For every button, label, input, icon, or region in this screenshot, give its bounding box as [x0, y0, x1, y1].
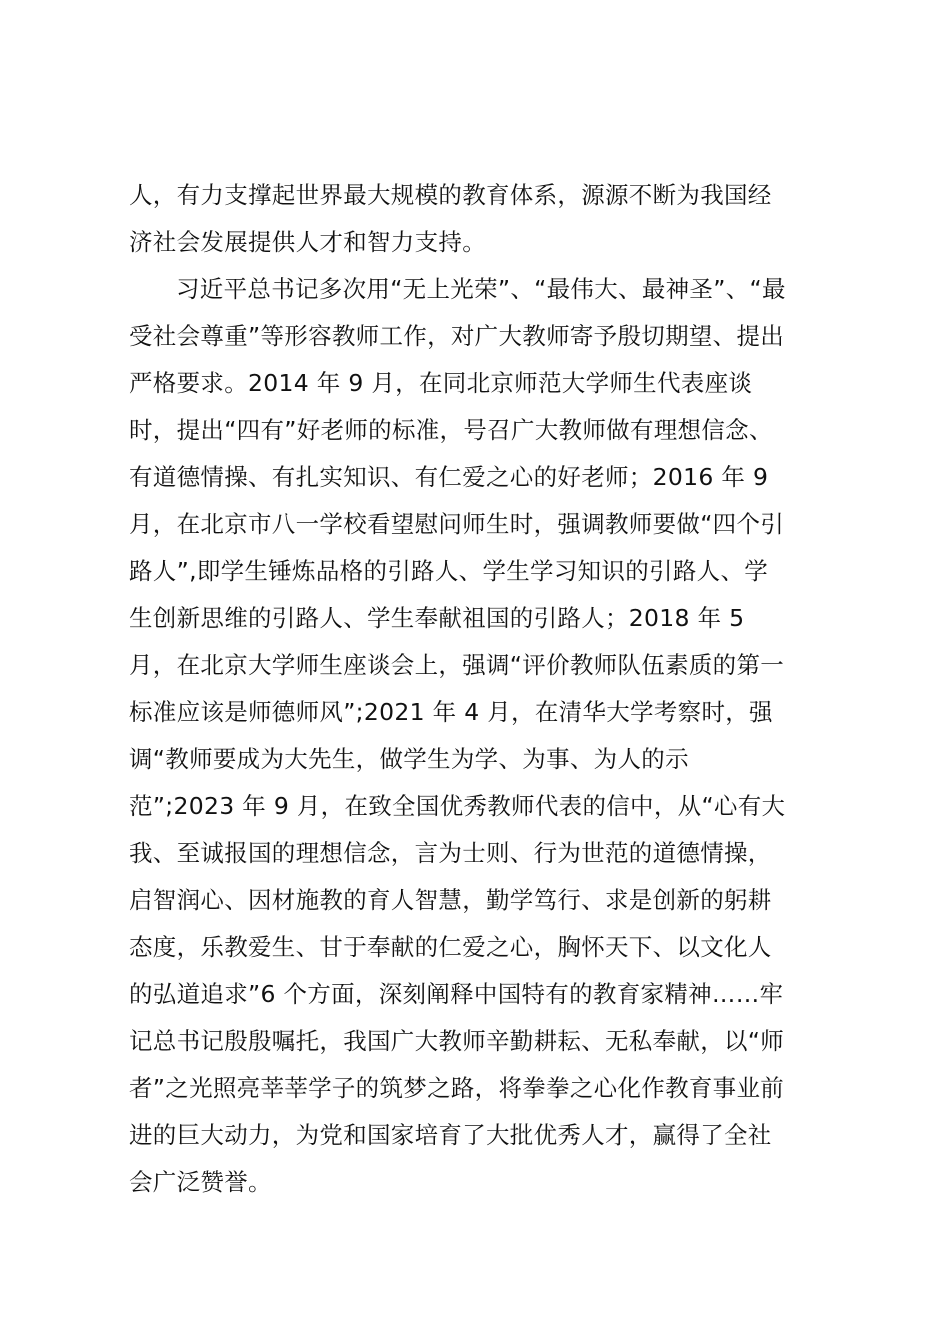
text-line: 人，有力支撑起世界最大规模的教育体系，源源不断为我国经 — [129, 181, 772, 209]
text-line: 进的巨大动力，为党和国家培育了大批优秀人才，赢得了全社 — [129, 1121, 772, 1149]
text-line: 济社会发展提供人才和智力支持。 — [129, 228, 486, 256]
text-line: 受社会尊重”等形容教师工作，对广大教师寄予殷切期望、提出 — [129, 322, 785, 350]
text-line: 月，在北京市八一学校看望慰问师生时，强调教师要做“四个引 — [129, 510, 785, 538]
paragraph-start-line: 习近平总书记多次用“无上光荣”、“最伟大、最神圣”、“最 — [176, 275, 786, 303]
text-line: 我、至诚报国的理想信念，言为士则、行为世范的道德情操， — [129, 839, 772, 867]
text-line: 会广泛赞誉。 — [129, 1168, 272, 1196]
text-line: 调“教师要成为大先生，做学生为学、为事、为人的示 — [129, 745, 689, 773]
text-line: 范”;2023 年 9 月，在致全国优秀教师代表的信中，从“心有大 — [129, 792, 786, 820]
text-line: 的弘道追求”6 个方面，深刻阐释中国特有的教育家精神……牢 — [129, 980, 784, 1008]
text-line: 时，提出“四有”好老师的标准，号召广大教师做有理想信念、 — [129, 416, 773, 444]
text-line: 标准应该是师德师风”;2021 年 4 月，在清华大学考察时，强 — [129, 698, 773, 726]
text-line: 严格要求。2014 年 9 月，在同北京师范大学师生代表座谈 — [129, 369, 753, 397]
text-line: 月，在北京大学师生座谈会上，强调“评价教师队伍素质的第一 — [129, 651, 785, 679]
text-line: 态度，乐教爱生、甘于奉献的仁爱之心，胸怀天下、以文化人 — [129, 933, 772, 961]
text-line: 启智润心、因材施教的育人智慧，勤学笃行、求是创新的躬耕 — [129, 886, 772, 914]
text-line: 路人”,即学生锤炼品格的引路人、学生学习知识的引路人、学 — [129, 557, 769, 585]
body-text — [129, 172, 849, 1206]
text-line: 生创新思维的引路人、学生奉献祖国的引路人；2018 年 5 — [129, 604, 745, 632]
text-line: 有道德情操、有扎实知识、有仁爱之心的好老师；2016 年 9 — [129, 463, 769, 491]
text-line: 记总书记殷殷嘱托，我国广大教师辛勤耕耘、无私奉献，以“师 — [129, 1027, 785, 1055]
text-line: 者”之光照亮莘莘学子的筑梦之路，将拳拳之心化作教育事业前 — [129, 1074, 785, 1102]
